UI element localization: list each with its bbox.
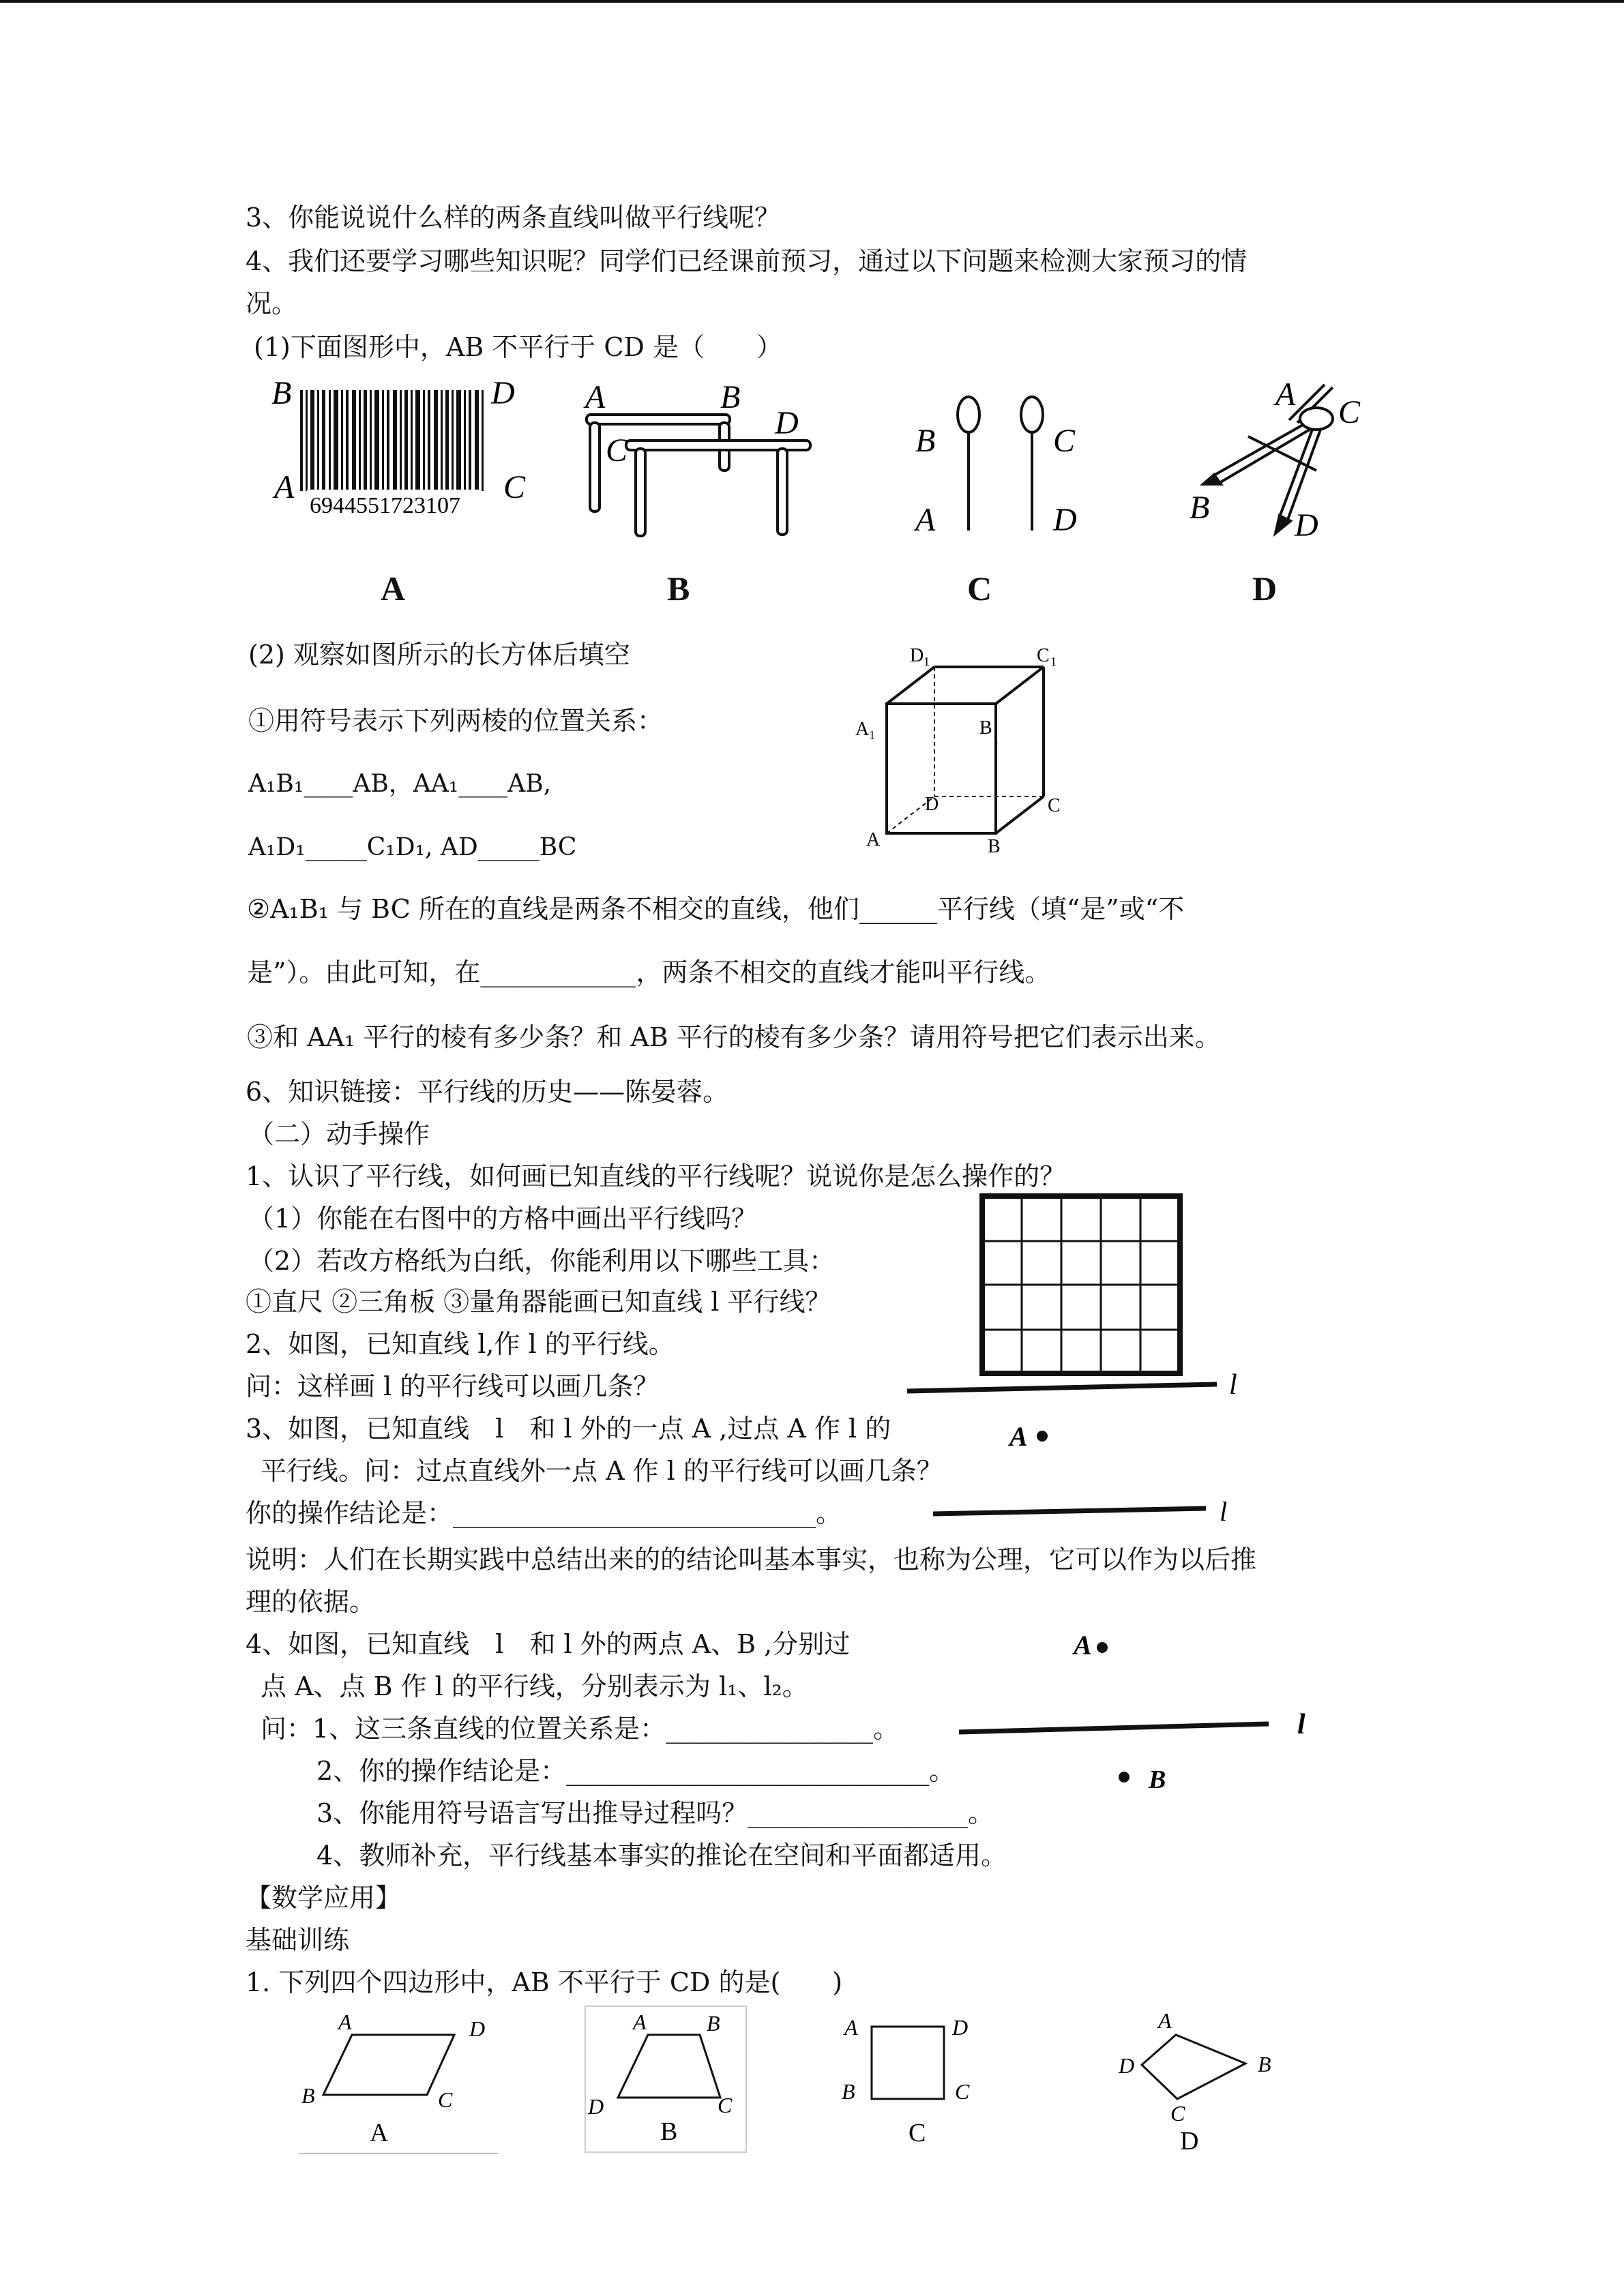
line-label-l: l <box>1297 1709 1305 1740</box>
barcode-figure <box>266 368 552 525</box>
vertex-d: D <box>588 2094 604 2119</box>
vertex-b: B <box>707 2011 720 2036</box>
vertex-d: D <box>469 2016 486 2041</box>
line-label-l: l <box>1220 1496 1228 1527</box>
point-label-a: A <box>1074 1630 1092 1660</box>
vertex-b1-sub: 1 <box>993 732 999 746</box>
point-a-dot <box>1097 1642 1108 1653</box>
point-label-a: A <box>585 379 606 415</box>
vertex-d: D <box>1119 2053 1135 2078</box>
operation-1c: ①直尺 ②三角板 ③量角器能画已知直线 l 平行线？ <box>246 1287 831 1317</box>
point-label-c: C <box>503 469 526 505</box>
point-label-d: D <box>491 375 515 411</box>
table-figure <box>573 375 818 546</box>
basic-training-heading: 基础训练 <box>246 1925 350 1955</box>
point-label-c: C <box>606 432 628 468</box>
two-points-figure <box>948 1609 1330 1807</box>
point-label-a: A <box>274 469 295 505</box>
option-a-label: A <box>381 569 406 608</box>
subquestion-2a-line1: A₁B₁____AB，AA₁____AB, <box>248 770 552 798</box>
vertex-b: B <box>842 2079 855 2104</box>
vertex-c: C <box>1048 795 1061 816</box>
parallelogram-figure <box>293 2005 505 2155</box>
point-label-b: B <box>1149 1765 1166 1794</box>
square-figure <box>825 2005 989 2155</box>
operation-2: 2、如图，已知直线 l,作 l 的平行线。 <box>246 1329 675 1359</box>
vertex-c: C <box>718 2093 733 2117</box>
vertex-a1: A <box>855 719 870 740</box>
question-3: 3、你能说说什么样的两条直线叫做平行线呢？ <box>246 203 781 233</box>
compass-figure <box>1180 375 1385 552</box>
cuboid-figure <box>846 641 1084 859</box>
barcode-number: 6944551723107 <box>310 493 460 518</box>
point-label-b: B <box>1190 490 1210 526</box>
operation-4-q3: 3、你能用符号语言写出推导过程吗？_________________。 <box>316 1798 994 1828</box>
operation-4-line1: 4、如图，已知直线 l 和 l 外的两点 A、B ,分别过 <box>246 1629 851 1659</box>
question-6: 6、知识链接：平行线的历史——陈晏蓉。 <box>246 1077 729 1107</box>
operation-3-conclusion: 你的操作结论是：____________________________。 <box>246 1498 842 1528</box>
line-point-figure <box>928 1412 1255 1534</box>
question-4-line1: 4、我们还要学习哪些知识呢？同学们已经课前预习，通过以下问题来检测大家预习的情 <box>246 246 1247 276</box>
option-b-label: B <box>667 569 690 608</box>
subquestion-2a-line2: A₁D₁_____C₁D₁, AD_____BC <box>248 833 577 861</box>
option-c-label: C <box>967 569 992 608</box>
point-label-a: A <box>1009 1421 1028 1452</box>
vertex-a: A <box>1158 2008 1172 2033</box>
operation-3-line1: 3、如图，已知直线 l 和 l 外的一点 A ,过点 A 作 l 的 <box>246 1414 891 1444</box>
vertex-b: B <box>1258 2052 1271 2076</box>
vertex-b: B <box>301 2083 315 2108</box>
option-b-label: B <box>660 2117 678 2146</box>
point-label-b: B <box>720 379 741 415</box>
note-line1: 说明：人们在长期实践中总结出来的的结论叫基本事实，也称为公理，它可以作为以后推 <box>246 1545 1257 1575</box>
vertex-a: A <box>866 829 881 850</box>
subquestion-2c: ③和 AA₁ 平行的棱有多少条？和 AB 平行的棱有多少条？请用符号把它们表示出来。 <box>247 1022 1221 1052</box>
point-label-a: A <box>915 502 936 538</box>
option-a-label: A <box>370 2119 389 2147</box>
point-label-d: D <box>775 405 799 441</box>
option-d-label: D <box>1180 2127 1199 2156</box>
question-4-line2: 况。 <box>246 288 298 318</box>
vertex-c1: C <box>1037 645 1050 666</box>
top-border <box>0 0 1624 3</box>
line-label-l: l <box>1229 1369 1237 1401</box>
operation-4-line2: 点 A、点 B 作 l 的平行线，分别表示为 l₁、l₂。 <box>261 1671 808 1701</box>
trapezoid-figure <box>584 2005 748 2155</box>
subquestion-2: (2) 观察如图所示的长方体后填空 <box>248 640 630 670</box>
operation-4-q2: 2、你的操作结论是：____________________________。 <box>316 1756 956 1786</box>
operation-1a: （1）你能在右图中的方格中画出平行线吗？ <box>248 1204 758 1234</box>
point-label-c: C <box>1338 394 1361 430</box>
point-label-c: C <box>1053 423 1076 459</box>
point-label-d: D <box>1053 502 1077 538</box>
basic-question-1: 1. 下列四个四边形中，AB 不平行于 CD 的是( ) <box>246 1967 843 1997</box>
point-a-dot <box>1037 1431 1048 1442</box>
vertex-d1: D <box>910 645 924 666</box>
vertex-a: A <box>633 2010 647 2034</box>
vertex-b: B <box>988 836 1001 857</box>
subquestion-1: (1)下面图形中，AB 不平行于 CD 是（ ） <box>254 332 782 362</box>
subquestion-2b-line2: 是”）。由此可知，在____________，两条不相交的直线才能叫平行线。 <box>247 957 1051 987</box>
pins-figure <box>900 382 1105 546</box>
point-b-dot <box>1119 1772 1130 1783</box>
vertex-c: C <box>955 2079 970 2104</box>
operation-2-question: 问：这样画 l 的平行线可以画几条？ <box>246 1371 660 1401</box>
option-c-label: C <box>909 2119 926 2147</box>
operation-4-q4: 4、教师补充，平行线基本事实的推论在空间和平面都适用。 <box>316 1840 1007 1870</box>
point-label-b: B <box>271 375 292 411</box>
note-line2: 理的依据。 <box>246 1587 376 1617</box>
operation-4-q1: 问：1、这三条直线的位置关系是：________________。 <box>261 1714 900 1744</box>
point-label-a: A <box>1275 376 1296 413</box>
subquestion-2a: ①用符号表示下列两棱的位置关系： <box>248 706 664 736</box>
application-heading: 【数学应用】 <box>246 1883 402 1913</box>
operation-1: 1、认识了平行线，如何画已知直线的平行线呢？说说你是怎么操作的？ <box>246 1161 1066 1191</box>
vertex-c1-sub: 1 <box>1050 655 1057 668</box>
point-label-d: D <box>1295 507 1318 543</box>
vertex-c: C <box>438 2087 453 2112</box>
vertex-c: C <box>1170 2101 1185 2126</box>
operation-3-line2: 平行线。问：过点直线外一点 A 作 l 的平行线可以画几条？ <box>261 1456 943 1486</box>
option-d-label: D <box>1252 569 1278 608</box>
vertex-b1: B <box>979 717 992 739</box>
subquestion-2b-line1: ②A₁B₁ 与 BC 所在的直线是两条不相交的直线，他们______平行线（填“是”或“不 <box>247 894 1185 924</box>
vertex-a: A <box>844 2015 858 2040</box>
vertex-d: D <box>925 794 939 815</box>
operation-1b: （2）若改方格纸为白纸，你能利用以下哪些工具： <box>248 1246 836 1276</box>
vertex-d1-sub: 1 <box>924 655 930 668</box>
vertex-d: D <box>952 2015 969 2040</box>
section-2-heading: （二）动手操作 <box>248 1119 430 1149</box>
vertex-a1-sub: 1 <box>869 728 875 742</box>
grid-figure <box>907 1187 1262 1405</box>
kite-figure <box>1112 2005 1289 2162</box>
barcode-bars <box>300 390 484 491</box>
point-label-b: B <box>915 423 936 459</box>
vertex-a: A <box>338 2010 352 2034</box>
